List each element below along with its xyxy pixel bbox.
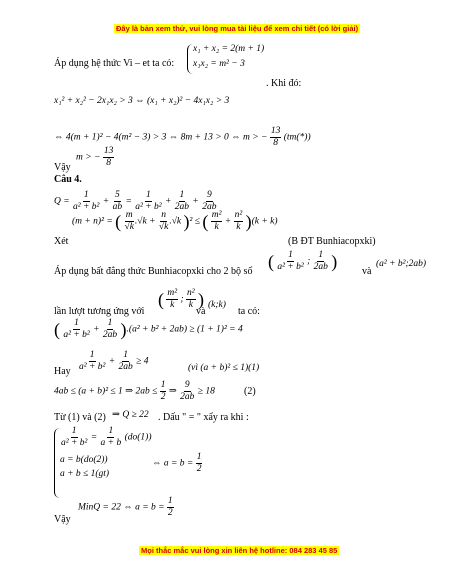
condition-1: $\frac{1}{\text{a² + b²}}$ = $\frac{1}{a + b}$ (do(1)) — [61, 426, 152, 448]
conclusion-label: Vậy — [54, 162, 71, 173]
khi-do: . Khi đó: — [266, 78, 302, 89]
condition-result: ⇔ a = b = $\frac{1}{2}$ — [152, 452, 202, 474]
vieta-sum: x₁ + x₂ = 2(m + 1) — [193, 44, 265, 54]
set-4: (k;k) — [208, 300, 226, 310]
vieta-intro: Áp dụng hệ thức Vi – et ta có: — [54, 58, 175, 69]
set-1: ( $\frac{1}{\text{a² + b²}}$ ; $\frac{1}{2ab}$ ) — [268, 250, 338, 272]
equation-line: ( $\frac{1}{\text{a² + b²}}$ + $\frac{1}{2ab}$ ).(a² + b² + 2ab) ≥ (1 + 1)² = 4 — [54, 318, 243, 340]
va-label: và — [196, 306, 206, 317]
set-3: ( $\frac{\text{m²}}{k}$ ; $\frac{\text{n²}}{k}$ ) — [158, 288, 204, 310]
question-heading: Câu 4. — [54, 174, 82, 185]
conclusion-result: m > − $\frac{13}{8}$ — [76, 146, 114, 168]
hay-label: Hay — [54, 366, 71, 377]
text-line: . Dấu " = " xẩy ra khi : — [158, 412, 249, 423]
equation-line: $\frac{1}{\text{a² + b²}}$ + $\frac{1}{2ab}$ ≥ 4 — [79, 350, 149, 372]
preview-notice-banner: Đây là bản xem thử, vui lòng mua tài liệu để xem chi tiết (có lời giải) — [116, 24, 359, 33]
condition-2: a = b(do(2)) — [60, 455, 108, 465]
text-line: Áp dụng bất đẳng thức Bunhiacopxki cho 2 bộ số — [54, 266, 253, 277]
theorem-note: (B ĐT Bunhiacopxki) — [288, 236, 376, 247]
va-label: và — [362, 266, 372, 277]
equation-line: ⇔ 4(m + 1)² − 4(m² − 3) > 3 ⇔ 8m + 13 > 0 ⇔ m > − $\frac{13}{8}$ (tm(*)) — [54, 126, 311, 148]
equation-line: Q = $\frac{1}{\text{a² + b²}}$ + $\frac{5}{ab}$ = $\frac{1}{\text{a² + b²}}$ + $\frac{1}{2ab}$ + $\frac{9}{2ab}$ — [54, 190, 217, 212]
reason-1: (vì (a + b)² ≤ 1)(1) — [188, 363, 260, 373]
equation-line: (m + n)² = ( $\frac{m}{√k}$ .√k + $\frac{n}{√k}$ .√k )² ≤ ( $\frac{\text{m²}}{k}$ + $\frac{\text{n²}}{k}$ )(k + k) — [72, 210, 278, 232]
text-line: Từ (1) và (2) — [54, 412, 106, 423]
vieta-product: x₁x₂ = m² − 3 — [193, 59, 245, 69]
q-bound: ⇒ Q ≥ 22 — [112, 410, 149, 420]
tag-2: (2) — [244, 386, 256, 397]
equation-line: x₁² + x₂² − 2x₁x₂ > 3 ⇔ (x₁ + x₂)² − 4x₁x₂ > 3 — [54, 96, 230, 106]
hotline-banner: Mọi thắc mắc vui lòng xin liên hệ hotline: 084 283 45 85 — [141, 546, 338, 555]
equation-line: 4ab ≤ (a + b)² ≤ 1 ⇒ 2ab ≤ $\frac{1}{2}$ ⇒ $\frac{9}{2ab}$ ≥ 18 — [54, 380, 215, 402]
xet-label: Xét — [54, 236, 69, 247]
condition-3: a + b ≤ 1(gt) — [60, 469, 110, 479]
final-answer: MinQ = 22 ⇔ a = b = $\frac{1}{2}$ — [78, 496, 173, 518]
conclusion-label: Vậy — [54, 514, 71, 525]
set-2: (a² + b²;2ab) — [376, 259, 427, 269]
ta-co: ta có: — [238, 306, 260, 317]
text-line: lần lượt tương ứng với — [54, 306, 145, 317]
